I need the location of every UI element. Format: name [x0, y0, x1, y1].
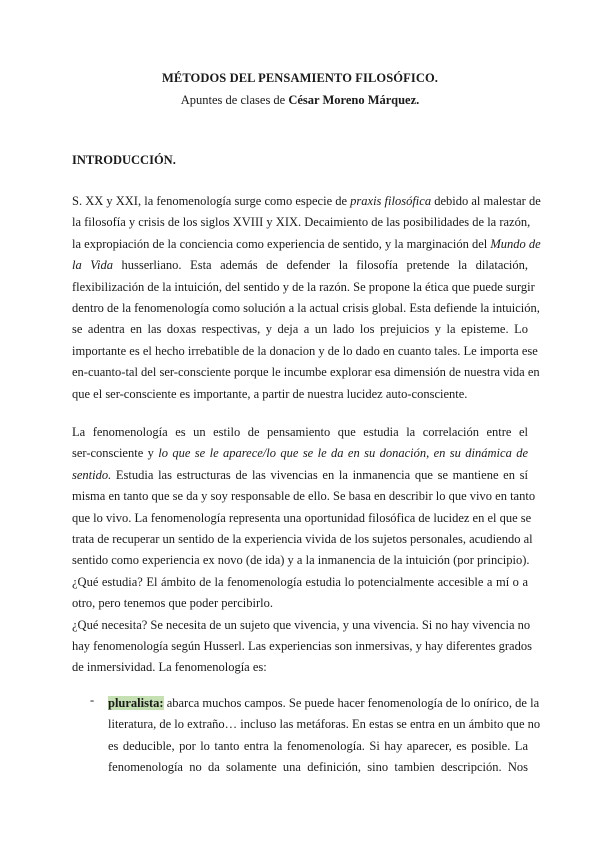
- paragraph-line: de inmersividad. La fenomenología es:: [72, 660, 267, 675]
- italic-run: Mundo de: [490, 236, 541, 251]
- italic-run: lo que se le aparece/lo que se le da en su donación, en su dinámica de: [158, 446, 528, 461]
- text-run: la expropiación de la conciencia como experiencia de sentido, y la marginación del: [72, 236, 491, 251]
- italic-run: sentido.: [72, 467, 112, 482]
- text-run: husserliano. Esta además de defender la filosofía pretende la dilatación,: [112, 258, 529, 273]
- text-run: S. XX y XXI, la fenomenología surge como especie de: [72, 194, 351, 208]
- text-run: ser-consciente y: [72, 446, 159, 461]
- list-bullet-marker: -: [90, 693, 95, 707]
- text-run: Estudia las estructuras de las vivencias en la inmanencia que se mantiene en sí: [111, 467, 528, 482]
- italic-run: la Vida: [72, 258, 113, 273]
- paragraph-phenomenology: [72, 422, 536, 679]
- list-item-line: fenomenología no da solamente una definición, sino tambien descripción. Nos: [108, 760, 528, 775]
- list-item-line: literatura, de lo extraño… incluso las metáforas. En estas se entra en un ámbito que no: [108, 717, 541, 732]
- paragraph-line: [72, 465, 528, 486]
- paragraph-line: dentro de la fenomenología como solución a la actual crisis global. Esta defiende la intuición,: [72, 300, 540, 315]
- text-run: debido al malestar de: [431, 194, 541, 208]
- paragraph-line: la filosofía y crisis de los siglos XVIII y XIX. Decaimiento de las posibilidades de la razón,: [72, 215, 531, 230]
- paragraph-line: [72, 234, 541, 255]
- paragraph-line: La fenomenología es un estilo de pensamiento que estudia la correlación entre el: [72, 425, 528, 439]
- paragraph-line: que lo vivo. La fenomenología representa una oportunidad filosófica de lucidez en el que se: [72, 510, 532, 525]
- subtitle-author: César Moreno Márquez.: [288, 93, 420, 107]
- paragraph-line: importante es el hecho irrebatible de la donacion y de lo dado en cuanto tales. Le importa ese: [72, 343, 538, 358]
- list-item: [108, 693, 541, 779]
- list-item-line: es deducible, por lo tanto entra la fenomenología. Si hay aparecer, es posible. La: [108, 738, 528, 753]
- paragraph-line: misma en tanto que se da y soy responsable de ello. Se basa en describir lo que vivo en tanto: [72, 489, 536, 504]
- paragraph-line: trata de recuperar un sentido de la experiencia vivida de los sujetos personales, acudiendo al: [72, 531, 533, 546]
- paragraph-line: [72, 443, 528, 464]
- text-run: abarca muchos campos. Se puede hacer fenomenología de lo onírico, de la: [163, 696, 540, 710]
- paragraph-line: flexibilización de la intuición, del sentido y de la razón. Se propone la ética que puede surgir: [72, 279, 535, 294]
- paragraph-line: [72, 191, 541, 212]
- list-item-line: [108, 693, 540, 714]
- subtitle-prefix: Apuntes de clases de: [180, 93, 289, 107]
- paragraph-line: otro, pero tenemos que poder percibirlo.: [72, 596, 273, 611]
- section-heading: INTRODUCCIÓN.: [72, 153, 176, 167]
- paragraph-line: que el ser-consciente es importante, a partir de nuestra lucidez auto-consciente.: [72, 386, 468, 401]
- paragraph-line: sentido como experiencia ex novo (de ida) y a la inmanencia de la intuición (por principio).: [72, 553, 530, 568]
- italic-run: praxis filosófica: [350, 194, 432, 208]
- paragraph-introduction: [72, 191, 541, 405]
- paragraph-line: se adentra en las doxas respectivas, y deja a un lado los prejuicios y la episteme. Lo: [72, 322, 528, 337]
- document-title: MÉTODOS DEL PENSAMIENTO FILOSÓFICO.: [161, 71, 438, 85]
- document-subtitle: [0, 93, 600, 108]
- paragraph-line: ¿Qué necesita? Se necesita de un sujeto que vivencia, y una vivencia. Si no hay vivencia no: [72, 617, 531, 632]
- paragraph-line: ¿Qué estudia? El ámbito de la fenomenología estudia lo potencialmente accesible a mí o a: [72, 574, 528, 589]
- paragraph-line: [72, 255, 528, 276]
- highlighted-term: pluralista:: [108, 696, 164, 710]
- paragraph-line: hay fenomenología según Husserl. Las experiencias son inmersivas, y hay diferentes grados: [72, 638, 532, 653]
- paragraph-line: en-cuanto-tal del ser-consciente porque le incumbe explorar esa dimensión de nuestra vida en: [72, 365, 540, 380]
